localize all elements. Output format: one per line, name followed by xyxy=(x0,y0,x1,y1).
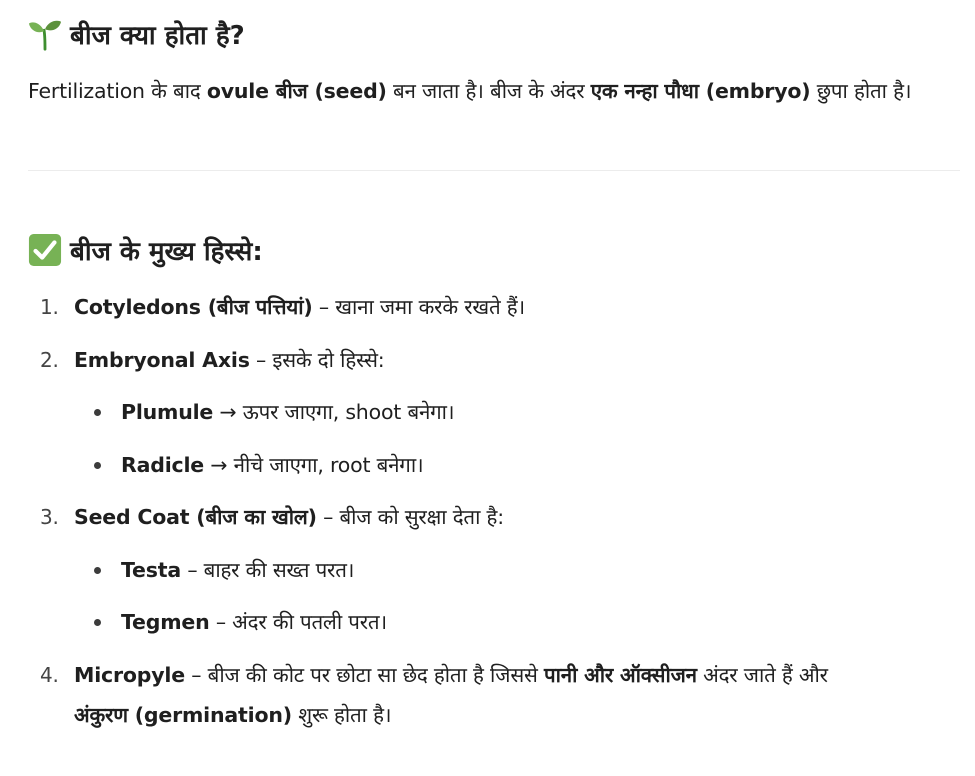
description: – इसके दो हिस्से: xyxy=(249,348,385,372)
bold-germination: अंकुरण (germination) xyxy=(74,703,292,727)
description: – बीज की कोट पर छोटा सा छेद होता है जिससे xyxy=(184,663,544,687)
description: अंदर जाते हैं और xyxy=(696,663,828,687)
description: शुरू होता है। xyxy=(291,703,392,727)
term-embryonal-axis: Embryonal Axis xyxy=(74,348,250,372)
description: – अंदर की पतली परत। xyxy=(209,610,387,634)
description: → ऊपर जाएगा, shoot बनेगा। xyxy=(213,400,455,424)
heading-seed-parts xyxy=(28,232,263,268)
term-micropyle: Micropyle xyxy=(74,663,185,687)
intro-text: Fertilization के बाद xyxy=(28,79,207,103)
list-number: 3. xyxy=(40,505,59,529)
term-plumule: Plumule xyxy=(121,400,214,424)
sub-list-item xyxy=(121,397,454,427)
divider xyxy=(28,170,960,171)
intro-text: छुपा होता है। xyxy=(810,79,912,103)
description: – बाहर की सख्त परत। xyxy=(181,558,355,582)
list-number: 2. xyxy=(40,348,59,372)
term-tegmen: Tegmen xyxy=(121,610,210,634)
description: – बीज को सुरक्षा देता है: xyxy=(316,505,504,529)
bullet xyxy=(94,619,101,626)
sub-list-item xyxy=(121,555,354,585)
term-testa: Testa xyxy=(121,558,181,582)
bold-water-oxygen: पानी और ऑक्सीजन xyxy=(543,663,697,687)
intro-bold-ovule: ovule बीज (seed) xyxy=(206,79,387,103)
list-number: 4. xyxy=(40,663,59,687)
heading-text: बीज क्या होता है? xyxy=(70,21,245,51)
intro-paragraph xyxy=(28,76,968,106)
list-item-continuation xyxy=(74,700,391,730)
list-item xyxy=(74,292,525,322)
term-seed-coat: Seed Coat (बीज का खोल) xyxy=(74,505,317,529)
intro-bold-embryo: एक नन्हा पौधा (embryo) xyxy=(590,79,811,103)
term-cotyledons: Cotyledons (बीज पत्तियां) xyxy=(74,295,313,319)
intro-text: बन जाता है। बीज के अंदर xyxy=(386,79,591,103)
description: → नीचे जाएगा, root बनेगा। xyxy=(204,453,424,477)
term-radicle: Radicle xyxy=(121,453,205,477)
check-mark-button-icon xyxy=(28,233,62,267)
bullet xyxy=(94,567,101,574)
heading-text: बीज के मुख्य हिस्से: xyxy=(70,237,263,267)
bullet xyxy=(94,462,101,469)
sub-list-item xyxy=(121,607,387,637)
list-item xyxy=(74,502,504,532)
sub-list-item xyxy=(121,450,424,480)
description: – खाना जमा करके रखते हैं। xyxy=(312,295,526,319)
bullet xyxy=(94,409,101,416)
list-item xyxy=(74,660,828,690)
list-item xyxy=(74,345,384,375)
list-number: 1. xyxy=(40,295,59,319)
heading-what-is-seed xyxy=(28,16,245,52)
seedling-icon xyxy=(28,17,62,51)
